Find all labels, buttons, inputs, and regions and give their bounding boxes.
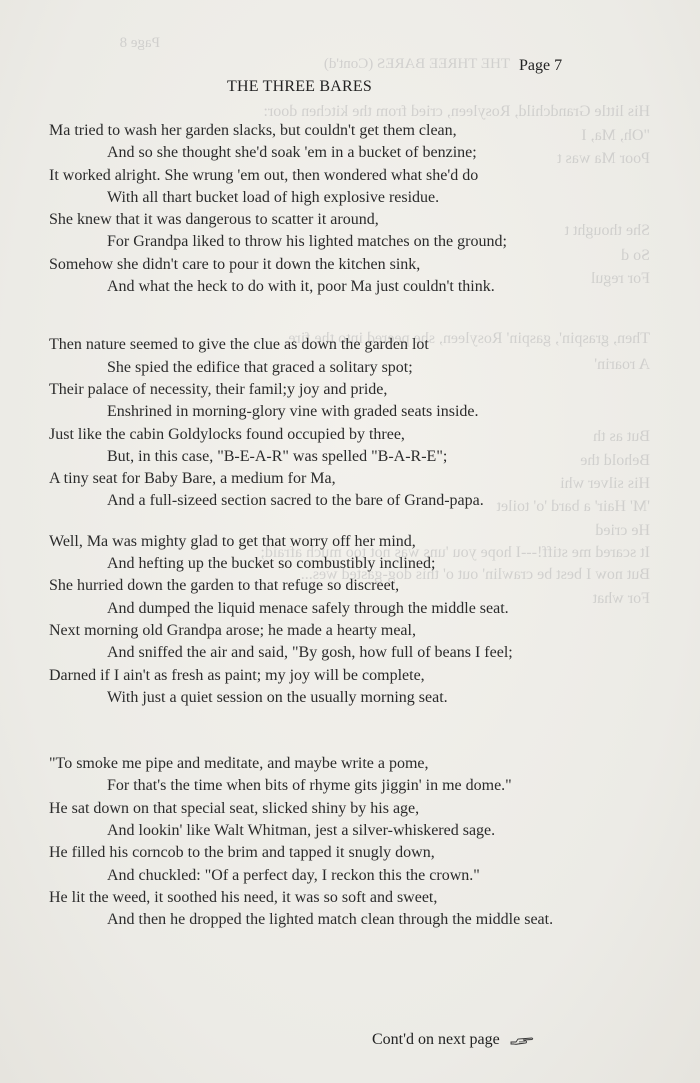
- stanza-1: [49, 120, 689, 298]
- poem-line: And sniffed the air and said, "By gosh, how full of beans I feel;: [107, 644, 513, 662]
- page-title: THE THREE BARES: [227, 78, 372, 95]
- bleed-line: He cried: [595, 522, 650, 539]
- poem-line: He filled his corncob to the brim and tapped it snugly down,: [49, 844, 435, 862]
- bleed-line: His little Grandchild, Rosyleen, cried from the kitchen door:: [263, 103, 650, 120]
- poem-line: Next morning old Grandpa arose; he made a hearty meal,: [49, 621, 416, 639]
- poem-line: Somehow she didn't care to pour it down the kitchen sink,: [49, 255, 421, 273]
- continued-text: Cont'd on next page: [372, 1031, 500, 1048]
- bleed-line: She thought t: [564, 222, 650, 239]
- stanza-3: [49, 531, 689, 709]
- poem-line: And dumped the liquid menace safely through the middle seat.: [107, 599, 509, 617]
- stanza-2: [49, 334, 689, 512]
- bleed-line: Behold the: [580, 452, 650, 469]
- poem-line: And lookin' like Walt Whitman, jest a silver-whiskered sage.: [107, 822, 496, 840]
- bleed-line: It scared me stiff!---I hope you 'uns was not too much afraid;: [260, 544, 650, 561]
- poem-line: And chuckled: "Of a perfect day, I reckon this the crown.": [107, 866, 480, 884]
- bleed-line: But now I best be crawlin' out o' this dog-gasted wes...: [300, 566, 650, 583]
- poem-line: But, in this case, "B-E-A-R" was spelled "B-A-R-E";: [107, 447, 448, 465]
- bleed-line: 'M' Hair' a bard 'o' toilet: [496, 498, 650, 515]
- poem-line: She spied the edifice that graced a solitary spot;: [107, 358, 413, 376]
- bleed-line: His silver whi: [560, 475, 650, 492]
- poem-line: And a full-sizeed section sacred to the bare of Grand-papa.: [107, 492, 484, 510]
- poem-line: He lit the weed, it soothed his need, it was so soft and sweet,: [49, 888, 438, 906]
- poem-line: Then nature seemed to give the clue as down the garden lot: [49, 336, 429, 354]
- bleed-line: But as th: [593, 428, 650, 445]
- poem-line: Well, Ma was mighty glad to get that worry off her mind,: [49, 532, 416, 550]
- bleed-page-label: Page 8: [119, 35, 160, 51]
- bleed-line: Poor Ma was t: [557, 150, 650, 167]
- poem-line: For that's the time when bits of rhyme gits jiggin' in me dome.": [107, 777, 512, 795]
- poem-line: With all thart bucket load of high explosive residue.: [107, 188, 440, 206]
- poem-line: A tiny seat for Baby Bare, a medium for Ma,: [49, 470, 336, 488]
- bleed-line: For regul: [590, 270, 650, 287]
- poem-line: She hurried down the garden to that refuge so discreet,: [49, 577, 400, 595]
- poem-line: She knew that it was dangerous to scatter it around,: [49, 211, 379, 229]
- poem-line: "To smoke me pipe and meditate, and maybe write a pome,: [49, 755, 429, 773]
- poem-line: For Grandpa liked to throw his lighted matches on the ground;: [107, 233, 507, 251]
- poem-line: Darned if I ain't as fresh as paint; my joy will be complete,: [49, 666, 425, 684]
- poem-line: He sat down on that special seat, slicked shiny by his age,: [49, 799, 420, 817]
- poem: [49, 120, 689, 932]
- bleed-line: Then, graspin', gaspin' Rosyleen, she peered into the fire,: [284, 330, 650, 347]
- poem-line: Enshrined in morning-glory vine with graded seats inside.: [107, 403, 479, 421]
- poem-line: Ma tried to wash her garden slacks, but couldn't get them clean,: [49, 122, 457, 139]
- poem-line: Just like the cabin Goldylocks found occupied by three,: [49, 425, 405, 443]
- poem-line: And what the heck to do with it, poor Ma just couldn't think.: [107, 278, 495, 296]
- pointing-hand-icon: [510, 1033, 534, 1047]
- header: [0, 57, 700, 79]
- poem-line: And hefting up the bucket so combustibly inclined;: [107, 555, 436, 573]
- bleed-line: So d: [621, 247, 650, 264]
- bleed-line: For what: [592, 590, 650, 607]
- bleed-line: "Oh, Ma, I: [581, 127, 650, 144]
- poem-line: It worked alright. She wrung 'em out, then wondered what she'd do: [49, 166, 479, 184]
- poem-line: And so she thought she'd soak 'em in a bucket of benzine;: [107, 144, 477, 162]
- bleed-line: A roarin': [594, 356, 650, 373]
- poem-line: Their palace of necessity, their famil;y joy and pride,: [49, 380, 388, 398]
- poem-line: And then he dropped the lighted match clean through the middle seat.: [107, 911, 554, 929]
- bleed-title: THE THREE BARES (Cont'd): [323, 56, 510, 72]
- page-number: Page 7: [519, 57, 563, 74]
- continued-note: [372, 1031, 534, 1049]
- poem-line: With just a quiet session on the usually morning seat.: [107, 688, 448, 706]
- stanza-4: [49, 753, 689, 931]
